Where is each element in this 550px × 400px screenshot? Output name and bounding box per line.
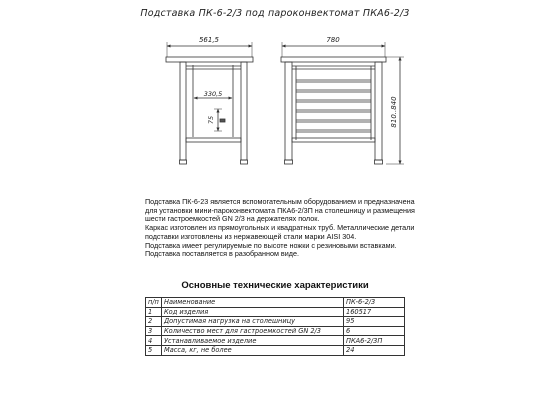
description-paragraph: Подставка имеет регулируемые по высоте ножки с резиновыми вставками. xyxy=(145,240,397,250)
row-value: 160517 xyxy=(344,307,405,317)
table-row xyxy=(146,326,405,336)
dim-side-width: 561,5 xyxy=(198,36,220,44)
row-name: Допустимая нагрузка на столешницу xyxy=(162,317,344,327)
dim-shelf-depth: 330,5 xyxy=(203,90,223,98)
specs-title: Основные технические характеристики xyxy=(181,280,369,291)
dim-shelf-pitch: 75 xyxy=(207,115,215,125)
header-name: Наименование xyxy=(162,298,344,308)
description-paragraph: Подставка ПК-6-23 является вспомогательным оборудованием и предназначена для установки мини-пароконвектомата ПКА6-2/3П на столешницу и размещения шести гастроемкостей GN 2/3 на держателях полок. xyxy=(145,197,415,224)
row-name: Код изделия xyxy=(162,307,344,317)
row-number: 3 xyxy=(146,326,162,336)
header-model: ПК-6-2/3 xyxy=(344,298,405,308)
row-number: 5 xyxy=(146,345,162,355)
row-value: 24 xyxy=(344,345,405,355)
row-name: Масса, кг, не более xyxy=(162,345,344,355)
row-name: Устанавливаемое изделие xyxy=(162,336,344,346)
specs-table xyxy=(145,297,405,356)
description-paragraph: Подставка поставляется в разобранном виде. xyxy=(145,249,299,259)
description-paragraph: Каркас изготовлен из прямоугольных и квадратных труб. Металлические детали подставки изготовлены из нержавеющей стали марки AISI 304. xyxy=(145,223,415,241)
side-view xyxy=(166,42,253,164)
table-row xyxy=(146,317,405,327)
dim-height: 810..840 xyxy=(390,96,398,128)
header-number: п/п xyxy=(146,298,162,308)
table-row xyxy=(146,307,405,317)
row-number: 1 xyxy=(146,307,162,317)
row-name: Количество мест для гастроемкостей GN 2/3 xyxy=(162,326,344,336)
row-value: ПКА6-2/3П xyxy=(344,336,405,346)
table-header-row xyxy=(146,298,405,308)
row-value: 95 xyxy=(344,317,405,327)
front-view xyxy=(281,42,404,164)
description xyxy=(145,198,425,259)
table-row xyxy=(146,336,405,346)
technical-drawing xyxy=(0,0,550,190)
table-row xyxy=(146,345,405,355)
row-number: 2 xyxy=(146,317,162,327)
row-value: 6 xyxy=(344,326,405,336)
drawing-title: Подставка ПК-6-2/3 под пароконвектомат ПКА6-2/3 xyxy=(140,8,410,19)
dim-front-width: 780 xyxy=(326,36,340,44)
row-number: 4 xyxy=(146,336,162,346)
